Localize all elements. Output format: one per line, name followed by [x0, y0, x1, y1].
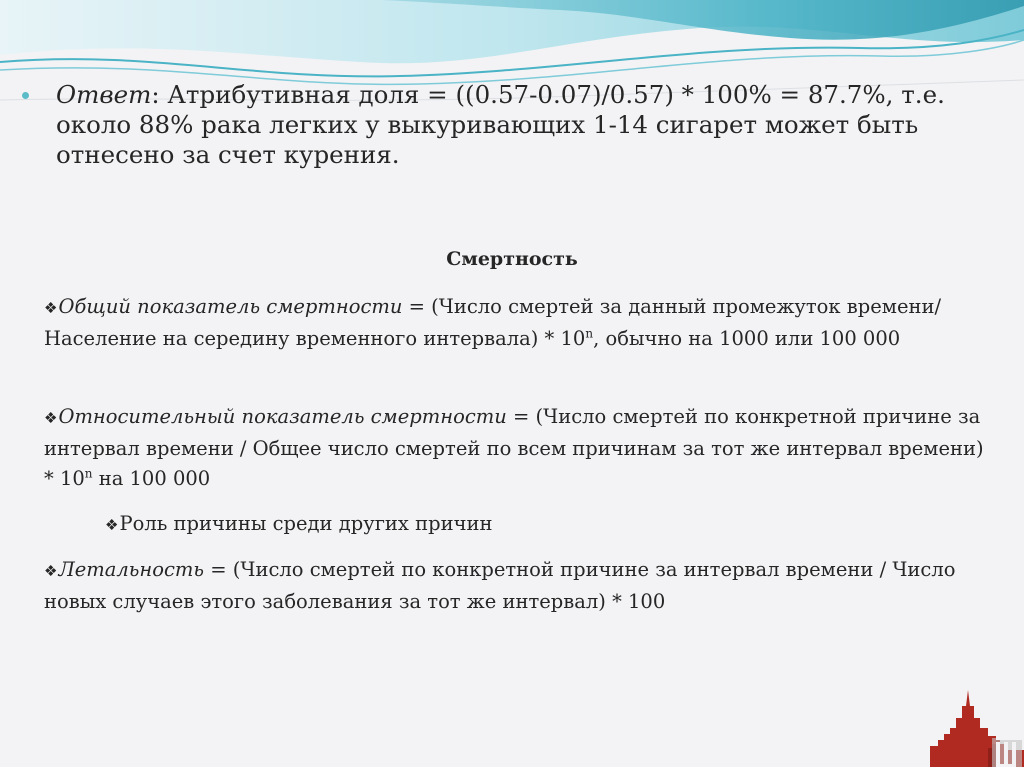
diamond-bullet-icon: ❖ — [44, 299, 58, 317]
list-item — [44, 555, 984, 617]
diamond-bullet-icon: ❖ — [44, 562, 58, 580]
diamond-bullet-icon: ❖ — [105, 516, 119, 534]
answer-paragraph — [30, 80, 1000, 170]
item-text: = (Число смертей по конкретной причине за интервал времени / Число новых случаев этого заболевания за тот же интервал) * 100 — [44, 558, 956, 613]
section-heading: Смертность — [446, 248, 578, 270]
list-item — [44, 402, 984, 495]
item-text: Роль причины среди других причин — [119, 512, 493, 535]
item-superscript: n — [585, 326, 594, 340]
diamond-bullet-icon: ❖ — [44, 409, 58, 427]
list-item — [44, 292, 984, 354]
item-superscript: n — [84, 466, 93, 481]
item-term: Относительный показатель смертности — [58, 405, 507, 428]
answer-label: Ответ — [56, 80, 152, 109]
list-item — [105, 509, 1024, 541]
item-term: Летальность — [58, 558, 205, 581]
item-text: = (Число смертей за данный промежуток времени/ Население на середину временного интервала) * 10 — [44, 295, 942, 350]
bullet-dot-icon — [22, 92, 29, 99]
item-term: Общий показатель смертности — [58, 295, 403, 318]
item-text: = (Число смертей по конкретной причине за интервал времени / Общее число смертей по всем причинам за тот же интервал времени) * 10 — [44, 405, 984, 490]
item-text-tail: на 100 000 — [92, 467, 211, 490]
item-text-tail: , обычно на 1000 или 100 000 — [593, 326, 901, 350]
answer-text: : Атрибутивная доля = ((0.57-0.07)/0.57) * 100% = 87.7%, т.е. около 88% рака легких у выкуривающих 1-14 сигарет может быть отнесено за счет курения. — [56, 80, 945, 169]
university-tower-logo-icon — [930, 688, 1024, 767]
